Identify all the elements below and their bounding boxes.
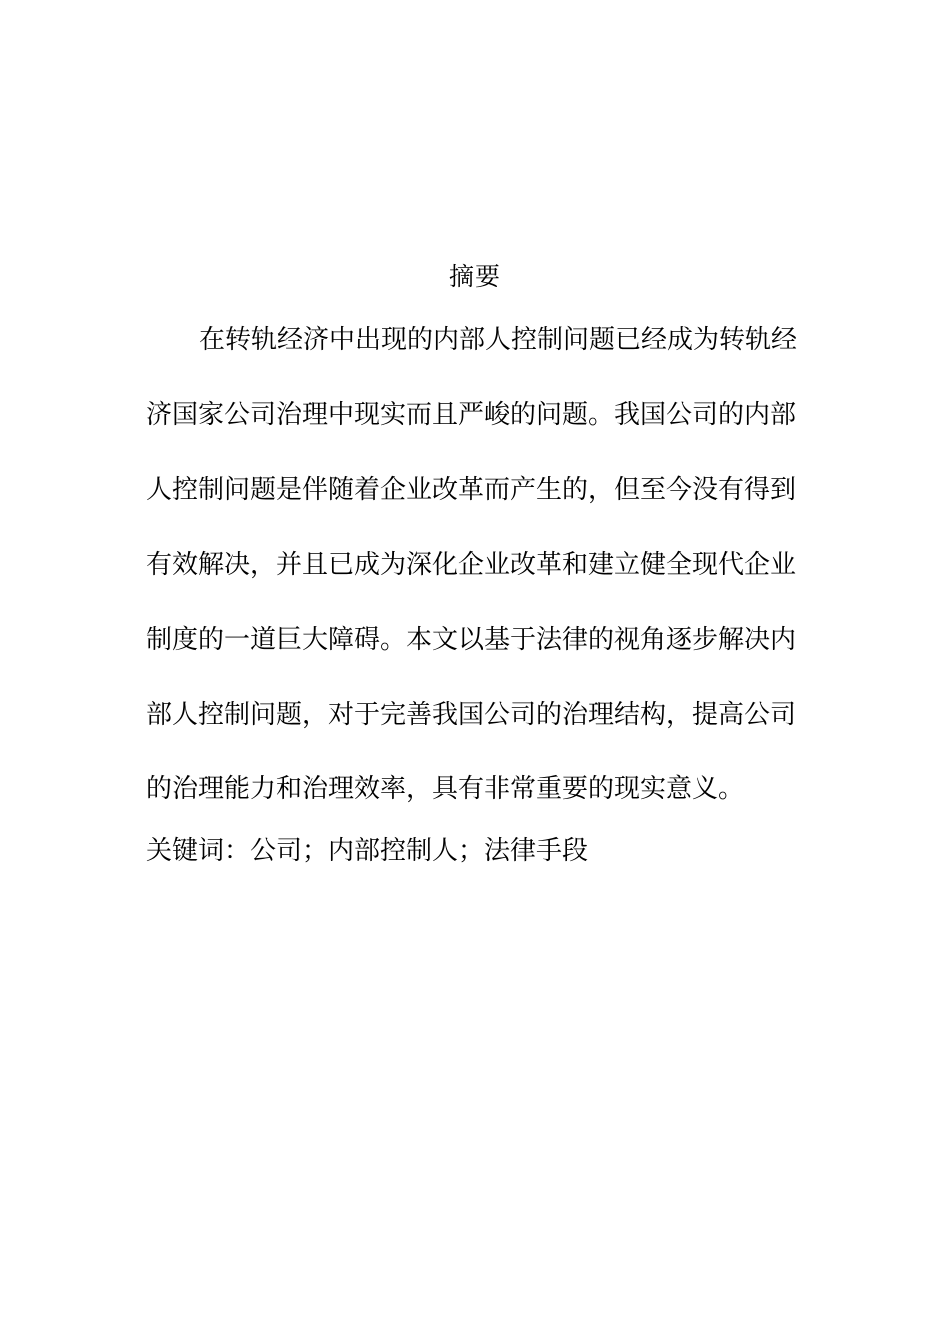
abstract-line-2: 济国家公司治理中现实而且严峻的问题。我国公司的内部 [146,400,797,430]
abstract-line-6: 部人控制问题，对于完善我国公司的治理结构，提高公司 [146,700,797,730]
keywords-line: 关键词：公司；内部控制人；法律手段 [146,836,589,866]
abstract-line-4: 有效解决，并且已成为深化企业改革和建立健全现代企业 [146,550,797,580]
abstract-line-5: 制度的一道巨大障碍。本文以基于法律的视角逐步解决内 [146,625,797,655]
abstract-line-1 [146,322,806,358]
abstract-title: 摘要 [448,262,501,291]
abstract-line-3: 人控制问题是伴随着企业改革而产生的，但至今没有得到 [146,475,797,505]
abstract-line-1-text: 在转轨经济中出现的内部人控制问题已经成为转轨经 [199,325,798,355]
abstract-line-7: 的治理能力和治理效率，具有非常重要的现实意义。 [146,774,745,804]
